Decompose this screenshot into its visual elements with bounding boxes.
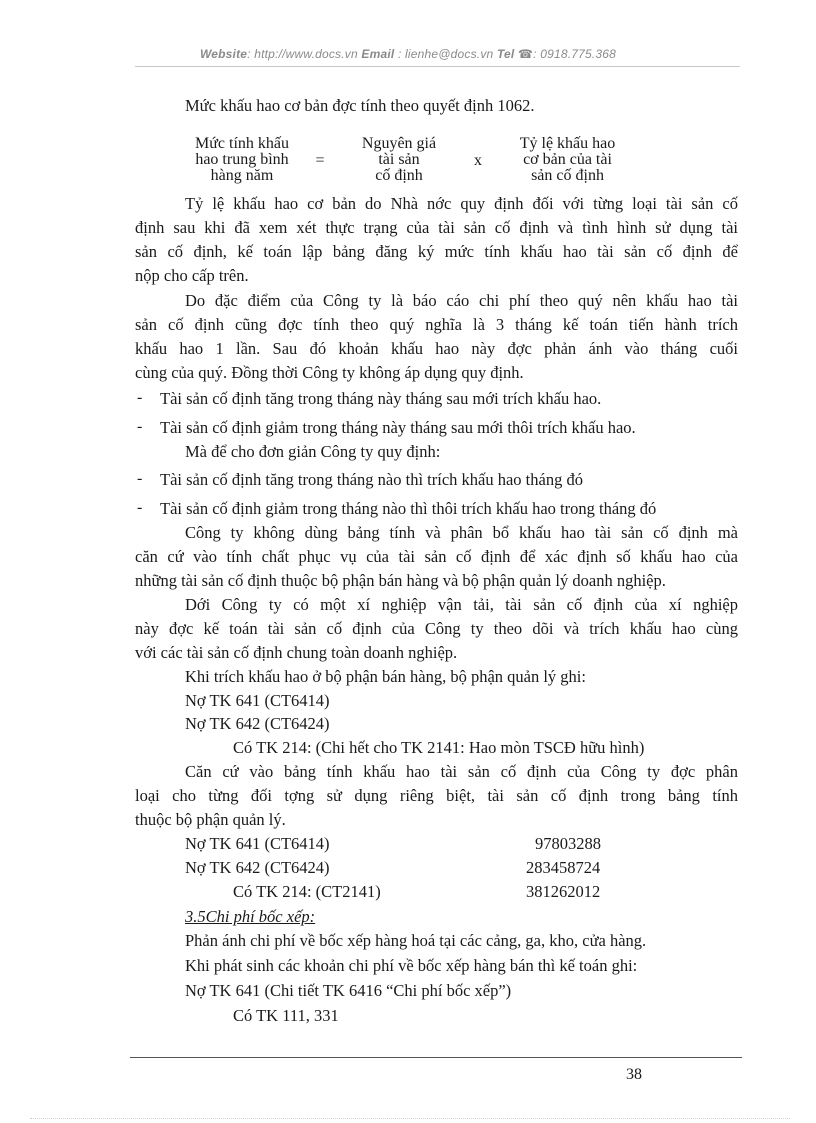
header-divider — [135, 66, 740, 67]
bullet-dash: - — [137, 470, 143, 487]
paragraph-line: Căn cứ vào bảng tính khấu hao tài sản cố định của Công ty đợc phân — [185, 762, 738, 781]
paragraph-line: những tài sản cố định thuộc bộ phận bán hàng và bộ phận quản lý doanh nghiệp. — [135, 571, 666, 590]
entry-account: Nợ TK 642 (CT6424) — [185, 858, 330, 877]
formula-times: x — [474, 152, 482, 169]
paragraph-line: Khi trích khấu hao ở bộ phận bán hàng, bộ phận quản lý ghi: — [185, 667, 586, 686]
paragraph-line: nộp cho cấp trên. — [135, 266, 249, 285]
paragraph-line: cùng của quý. Đồng thời Công ty không áp dụng quy định. — [135, 363, 524, 382]
formula-equals: = — [315, 152, 325, 169]
website-value[interactable]: : http://www.docs.vn — [247, 47, 358, 61]
journal-credit-111-331: Có TK 111, 331 — [233, 1006, 339, 1025]
page-header — [0, 47, 816, 61]
section-title: 3.5Chi phí bốc xếp: — [185, 907, 316, 926]
bullet-dash: - — [137, 499, 143, 516]
paragraph-line: định sau khi đã xem xét thực trạng của tài sản cố định và tình hình sử dụng tài — [135, 218, 738, 237]
website-label: Website — [199, 47, 248, 61]
paragraph-line: loại cho từng đối tợng sử dụng riêng biệt, tài sản cố định trong bảng tính — [135, 786, 738, 805]
tel-label: Tel — [496, 47, 515, 61]
journal-credit-214: Có TK 214: (Chi hết cho TK 2141: Hao mòn TSCĐ hữu hình) — [233, 738, 645, 757]
paragraph-line: khấu hao 1 lần. Sau đó khoản khấu hao này đợc phản ánh vào tháng cuối — [135, 339, 738, 358]
paragraph-line: Do đặc điểm của Công ty là báo cáo chi phí theo quý nên khấu hao tài — [185, 291, 738, 310]
formula-right-2: cơ bản của tài — [523, 151, 612, 168]
footer-divider — [130, 1057, 742, 1058]
paragraph-line: Tỷ lệ khấu hao cơ bản do Nhà nớc quy định đối với từng loại tài sản cố — [185, 194, 738, 213]
entry-account: Có TK 214: (CT2141) — [233, 882, 381, 901]
email-value[interactable]: : lienhe@docs.vn — [397, 47, 494, 61]
paragraph-line: Dới Công ty có một xí nghiệp vận tải, tài sản cố định của xí nghiệp — [185, 595, 738, 614]
journal-debit-642: Nợ TK 642 (CT6424) — [185, 714, 330, 733]
paragraph-line: căn cứ vào tính chất phục vụ của tài sản cố định để xác định số khấu hao của — [135, 547, 738, 566]
bullet-item: Tài sản cố định giảm trong tháng nào thì thôi trích khấu hao trong tháng đó — [160, 499, 657, 518]
entry-amount: 381262012 — [526, 882, 601, 901]
tel-value: ☎: 0918.775.368 — [518, 47, 617, 61]
page-edge-dots — [30, 1118, 790, 1119]
paragraph-line: Khi phát sinh các khoản chi phí về bốc xếp hàng bán thì kế toán ghi: — [185, 956, 638, 975]
page-number: 38 — [626, 1066, 642, 1083]
email-label: Email — [361, 47, 395, 61]
paragraph-line: này đợc kế toán tài sản cố định của Công ty theo dõi và trích khấu hao cùng — [135, 619, 738, 638]
bullet-item: Tài sản cố định giảm trong tháng này tháng sau mới thôi trích khấu hao. — [160, 418, 636, 437]
intro-line: Mức khấu hao cơ bản đợc tính theo quyết định 1062. — [185, 96, 535, 115]
formula-left-3: hàng năm — [210, 167, 274, 184]
entry-amount: 283458724 — [526, 858, 601, 877]
paragraph-line: Mà để cho đơn giản Công ty quy định: — [185, 442, 441, 461]
formula-mid-2: tài sản — [378, 151, 420, 168]
paragraph-line: với các tài sản cố định chung toàn doanh nghiệp. — [135, 643, 458, 662]
formula-right-1: Tỷ lệ khấu hao — [519, 135, 616, 152]
bullet-dash: - — [137, 389, 143, 406]
paragraph-line: Công ty không dùng bảng tính và phân bổ khấu hao tài sản cố định mà — [185, 523, 738, 542]
paragraph-line: Phản ánh chi phí về bốc xếp hàng hoá tại các cảng, ga, kho, cửa hàng. — [185, 931, 647, 950]
entry-amount: 97803288 — [535, 834, 601, 853]
entry-account: Nợ TK 641 (CT6414) — [185, 834, 330, 853]
journal-debit-641-loading: Nợ TK 641 (Chi tiết TK 6416 “Chi phí bốc xếp”) — [185, 981, 512, 1000]
formula-mid-1: Nguyên giá — [361, 135, 437, 152]
bullet-item: Tài sản cố định tăng trong tháng này tháng sau mới trích khấu hao. — [160, 389, 602, 408]
paragraph-line: thuộc bộ phận quản lý. — [135, 810, 286, 829]
journal-debit-641: Nợ TK 641 (CT6414) — [185, 691, 330, 710]
bullet-item: Tài sản cố định tăng trong tháng nào thì trích khấu hao tháng đó — [160, 470, 583, 489]
paragraph-line: sản cố định, kế toán lập bảng đăng ký mức tính khấu hao tài sản cố định để — [135, 242, 738, 261]
paragraph-line: sản cố định cũng đợc tính theo quý nghĩa là 3 tháng kế toán tiến hành trích — [135, 315, 738, 334]
formula-left-1: Mức tính khấu — [195, 135, 289, 152]
bullet-dash: - — [137, 418, 143, 435]
formula-left-2: hao trung bình — [195, 151, 289, 168]
formula-right-3: sản cố định — [531, 167, 604, 184]
formula-mid-3: cố định — [375, 167, 423, 184]
